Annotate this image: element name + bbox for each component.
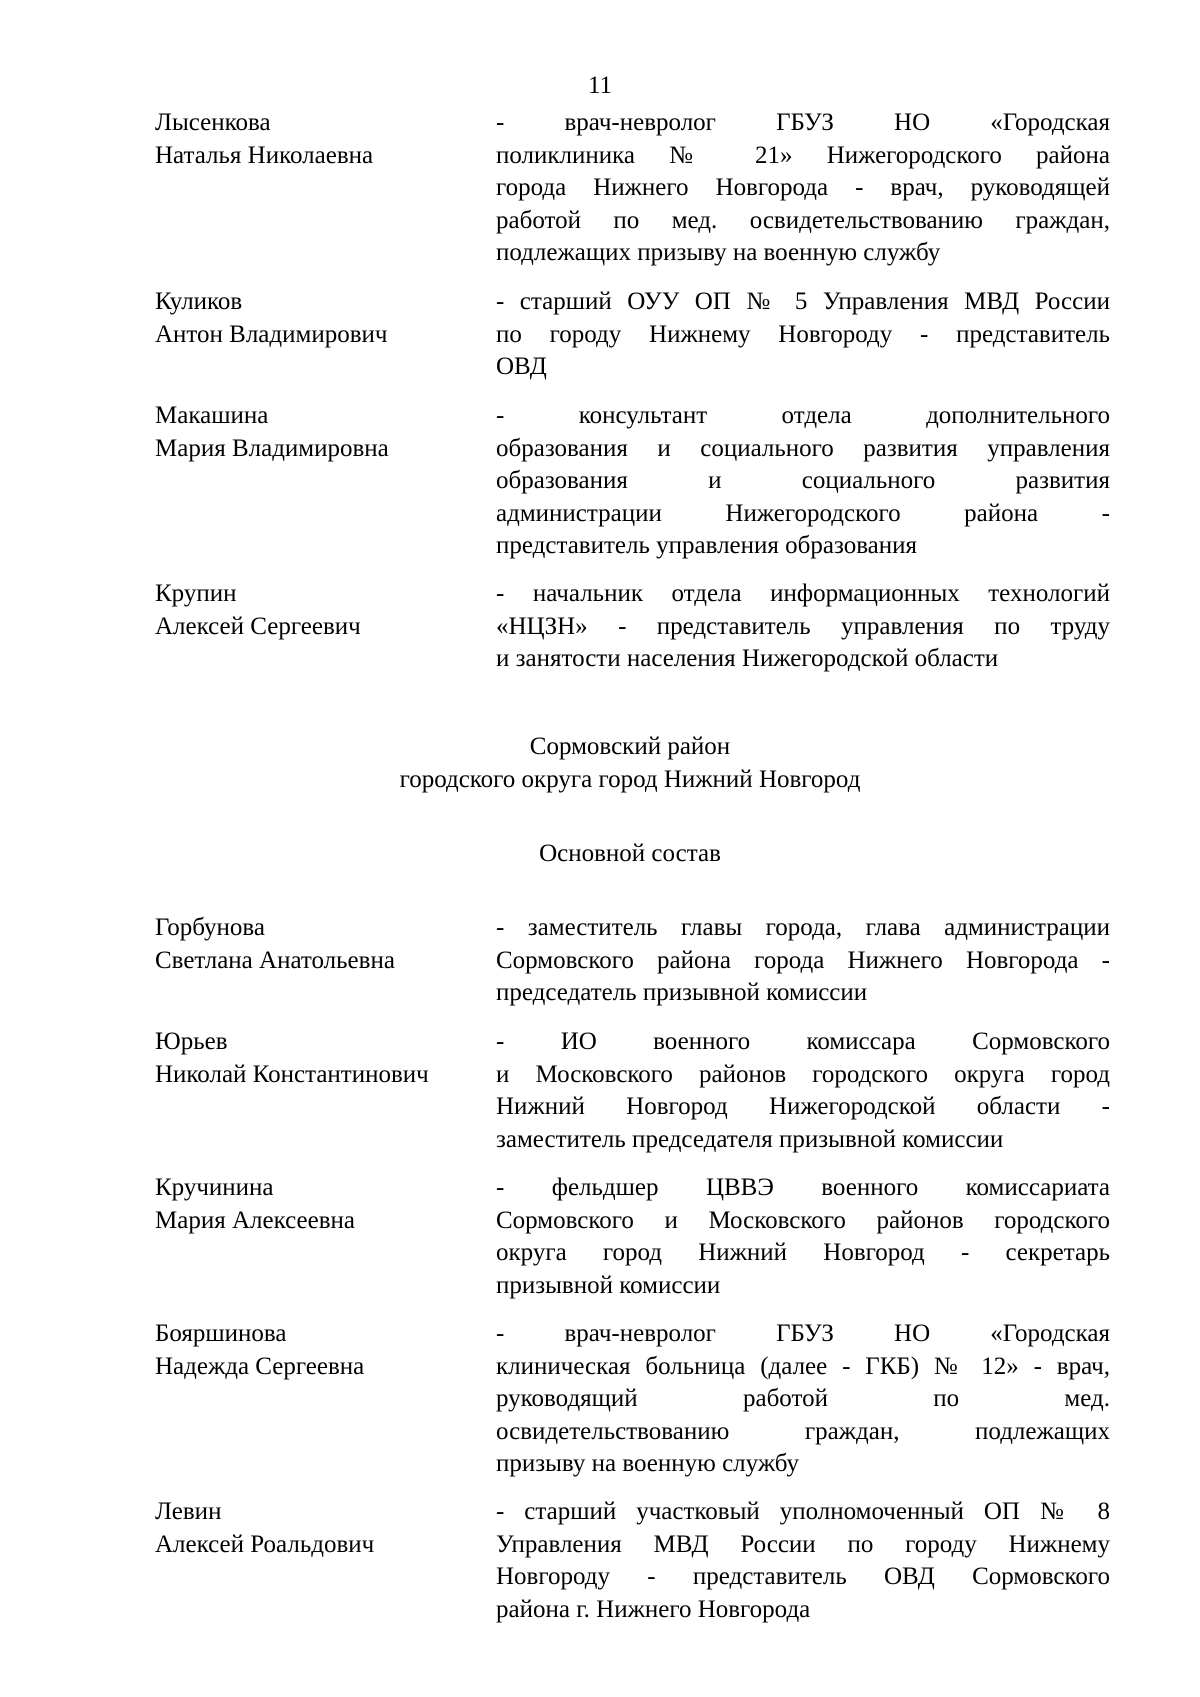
role-line: - врач-невролог ГБУЗ НО «Городская bbox=[496, 109, 1110, 136]
member-role bbox=[496, 107, 1110, 270]
member-name bbox=[155, 400, 485, 465]
member-surname: Горбунова bbox=[155, 914, 265, 941]
member-role bbox=[496, 912, 1110, 1010]
member-given-names: Алексей Сергеевич bbox=[155, 612, 361, 640]
role-line: руководящий работой по мед. bbox=[496, 1385, 1110, 1412]
member-given-names: Алексей Роальдович bbox=[155, 1530, 375, 1558]
role-line: «НЦЗН» - представитель управления по труду bbox=[496, 612, 1110, 640]
member-name bbox=[155, 286, 485, 351]
member-surname: Куликов bbox=[155, 288, 243, 315]
member-surname: Бояршинова bbox=[155, 1320, 287, 1347]
role-line: заместитель председателя призывной комиссии bbox=[496, 1125, 1004, 1153]
page-number: 11 bbox=[587, 72, 613, 99]
role-line: образования и социального развития bbox=[496, 467, 1110, 494]
role-line: призывной комиссии bbox=[496, 1271, 721, 1299]
role-line: представитель управления образования bbox=[496, 532, 918, 559]
role-line: - врач-невролог ГБУЗ НО «Городская bbox=[496, 1320, 1110, 1347]
role-line: и Московского районов городского округа город bbox=[496, 1060, 1110, 1088]
member-surname: Лысенкова bbox=[155, 109, 271, 136]
role-line: - старший ОУУ ОП № 5 Управления МВД России bbox=[496, 288, 1110, 315]
member-name bbox=[155, 1318, 485, 1383]
role-line: - начальник отдела информационных технологий bbox=[496, 580, 1110, 607]
member-given-names: Николай Константинович bbox=[155, 1060, 429, 1088]
role-line: Нижний Новгород Нижегородской области - bbox=[496, 1093, 1110, 1120]
member-role bbox=[496, 1172, 1110, 1302]
role-line: призыву на военную службу bbox=[496, 1450, 800, 1477]
role-line: образования и социального развития управления bbox=[496, 434, 1110, 462]
role-line: Новгороду - представитель ОВД Сормовского bbox=[496, 1563, 1110, 1590]
member-given-names: Мария Владимировна bbox=[155, 434, 389, 462]
role-line: работой по мед. освидетельствованию граждан, bbox=[496, 206, 1110, 234]
role-line: Управления МВД России по городу Нижнему bbox=[496, 1530, 1110, 1558]
role-line: - заместитель главы города, глава администрации bbox=[496, 914, 1110, 941]
role-line: города Нижнего Новгорода - врач, руководящей bbox=[496, 174, 1110, 201]
member-name bbox=[155, 107, 485, 172]
role-line: района г. Нижнего Новгорода bbox=[496, 1595, 811, 1623]
role-line: по городу Нижнему Новгороду - представитель bbox=[496, 320, 1110, 348]
member-surname: Юрьев bbox=[155, 1028, 228, 1055]
role-line: подлежащих призыву на военную службу bbox=[496, 239, 941, 266]
role-line: администрации Нижегородского района - bbox=[496, 499, 1110, 527]
role-line: округа город Нижний Новгород - секретарь bbox=[496, 1239, 1110, 1266]
member-role bbox=[496, 1318, 1110, 1481]
member-surname: Левин bbox=[155, 1498, 222, 1525]
role-line: Сормовского и Московского районов городского bbox=[496, 1206, 1110, 1234]
role-line: освидетельствованию граждан, подлежащих bbox=[496, 1417, 1110, 1445]
role-line: Сормовского района города Нижнего Новгорода - bbox=[496, 946, 1110, 974]
member-given-names: Антон Владимирович bbox=[155, 320, 388, 348]
section-subtitle: Основной состав bbox=[539, 840, 721, 867]
member-given-names: Наталья Николаевна bbox=[155, 141, 374, 169]
role-line: - ИО военного комиссара Сормовского bbox=[496, 1028, 1110, 1055]
role-line: поликлиника № 21» Нижегородского района bbox=[496, 141, 1110, 169]
member-role bbox=[496, 1496, 1110, 1626]
member-surname: Крупин bbox=[155, 580, 237, 607]
section-title-line2: городского округа город Нижний Новгород bbox=[399, 766, 861, 793]
role-line: председатель призывной комиссии bbox=[496, 979, 868, 1006]
member-role bbox=[496, 578, 1110, 676]
role-line: и занятости населения Нижегородской области bbox=[496, 645, 999, 672]
member-role bbox=[496, 400, 1110, 563]
section-title: Сормовский район bbox=[529, 733, 731, 760]
member-given-names: Мария Алексеевна bbox=[155, 1206, 355, 1234]
member-surname: Кручинина bbox=[155, 1174, 274, 1201]
role-line: - консультант отдела дополнительного bbox=[496, 402, 1110, 429]
member-role bbox=[496, 1026, 1110, 1156]
member-role bbox=[496, 286, 1110, 384]
member-name bbox=[155, 1026, 485, 1091]
member-name bbox=[155, 912, 485, 977]
member-name bbox=[155, 578, 485, 643]
role-line: - фельдшер ЦВВЭ военного комиссариата bbox=[496, 1174, 1110, 1201]
member-given-names: Надежда Сергеевна bbox=[155, 1352, 365, 1380]
member-name bbox=[155, 1172, 485, 1237]
role-line: ОВД bbox=[496, 353, 547, 380]
role-line: клиническая больница (далее - ГКБ) № 12» - врач, bbox=[496, 1352, 1110, 1380]
member-surname: Макашина bbox=[155, 402, 269, 429]
member-given-names: Светлана Анатольевна bbox=[155, 946, 395, 974]
member-name bbox=[155, 1496, 485, 1561]
role-line: - старший участковый уполномоченный ОП № 8 bbox=[496, 1498, 1110, 1525]
